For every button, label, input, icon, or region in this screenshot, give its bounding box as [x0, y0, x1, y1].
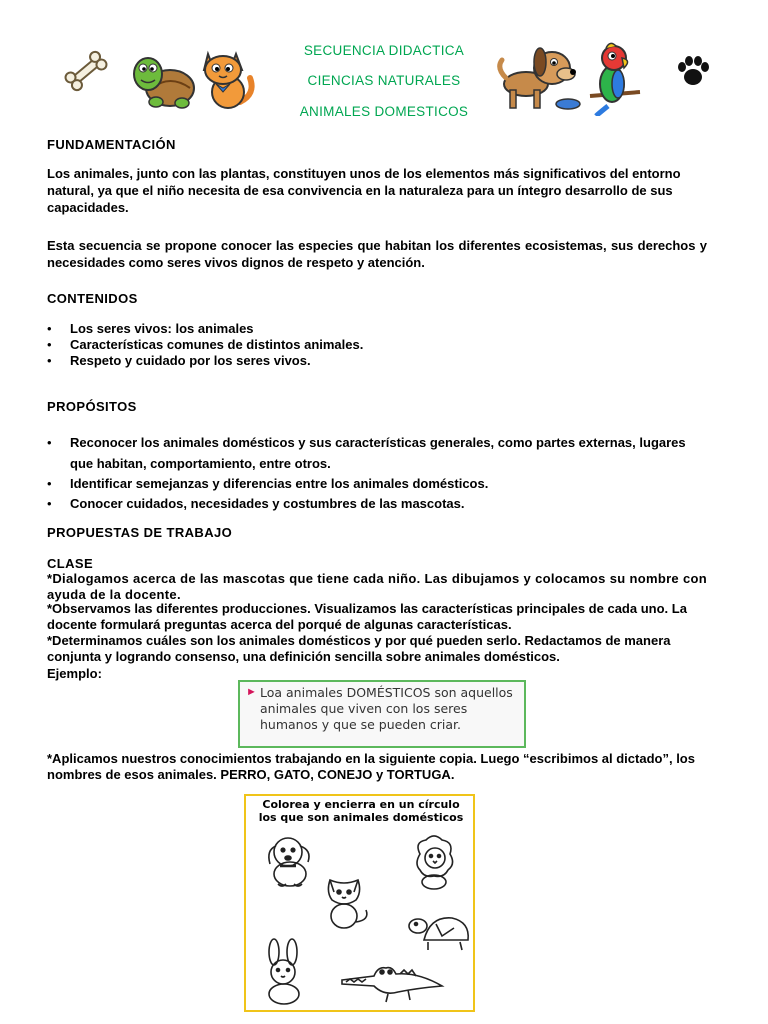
- propositos-list: [47, 432, 707, 514]
- bone-icon: [60, 48, 112, 94]
- dog-icon: [494, 40, 586, 114]
- lion-icon: [404, 832, 466, 892]
- example-definition-box: [238, 680, 526, 748]
- dog-icon: [258, 832, 320, 890]
- propuestas-paragraph-3: *Determinamos cuáles son los animales domésticos y por qué pueden serlo. Redactamos de manera conjunta y logrando consenso, una definición sencilla sobre animales domésticos.: [47, 633, 671, 664]
- turtle-icon: [130, 48, 196, 110]
- arrow-icon: ►: [246, 686, 257, 698]
- propositos-heading: PROPÓSITOS: [47, 399, 137, 414]
- cat-icon: [196, 44, 258, 112]
- turtle-icon: [406, 906, 474, 958]
- title-line-3: ANIMALES DOMESTICOS: [299, 104, 469, 119]
- contenidos-list: [47, 321, 707, 369]
- propuestas-paragraph-4: *Aplicamos nuestros conocimientos trabajando en la siguiente copia. Luego “escribimos al dictado”, los nombres de esos animales. PERRO, GATO, CONEJO y TORTUGA.: [47, 751, 695, 782]
- rabbit-icon: [254, 938, 314, 1008]
- title-line-1: SECUENCIA DIDACTICA: [303, 43, 465, 58]
- worksheet-image: [244, 794, 475, 1012]
- propuestas-paragraph-2: *Observamos las diferentes producciones. Visualizamos las características principales de cada uno. La docente formulará preguntas acerca del porqué de algunas características.: [47, 601, 687, 632]
- fundamentacion-paragraph-1: Los animales, junto con las plantas, constituyen unos de los elementos más significativos del entorno natural, ya que el niño necesita de esa convivencia en la naturaleza para un íntegro desarrollo de sus capacidades.: [47, 166, 681, 215]
- cat-icon: [316, 870, 378, 934]
- worksheet-title: Colorea y encierra en un círculo los que son animales domésticos: [258, 798, 464, 824]
- fundamentacion-heading: FUNDAMENTACIÓN: [47, 137, 176, 152]
- parrot-icon: [588, 40, 642, 116]
- list-item: • Características comunes de distintos animales.: [47, 337, 707, 353]
- list-item: • Conocer cuidados, necesidades y costumbres de las mascotas.: [47, 494, 707, 514]
- title-line-2: CIENCIAS NATURALES: [307, 73, 461, 88]
- paw-icon: [676, 54, 710, 88]
- crocodile-icon: [338, 960, 448, 1006]
- propuestas-heading: PROPUESTAS DE TRABAJO: [47, 525, 233, 540]
- contenidos-heading: CONTENIDOS: [47, 291, 138, 306]
- clase-label: CLASE: [47, 556, 94, 571]
- list-item: • Respeto y cuidado por los seres vivos.: [47, 353, 707, 369]
- list-item: • Los seres vivos: los animales: [47, 321, 707, 337]
- ejemplo-label: Ejemplo:: [47, 666, 102, 681]
- list-item: • Reconocer los animales domésticos y sus características generales, como partes externas, lugares que habitan, comportamiento, entre otros.: [47, 432, 707, 474]
- propuestas-paragraph-1: *Dialogamos acerca de las mascotas que tiene cada niño. Las dibujamos y colocamos su nombre con ayuda de la docente.: [47, 571, 707, 602]
- example-definition-text: Loa animales DOMÉSTICOS son aquellos animales que viven con los seres humanos y que se pueden criar.: [260, 685, 513, 732]
- fundamentacion-paragraph-2: Esta secuencia se propone conocer las especies que habitan los diferentes ecosistemas, sus derechos y necesidades como seres vivos dignos de respeto y atención.: [47, 238, 707, 270]
- list-item: • Identificar semejanzas y diferencias entre los animales domésticos.: [47, 474, 707, 494]
